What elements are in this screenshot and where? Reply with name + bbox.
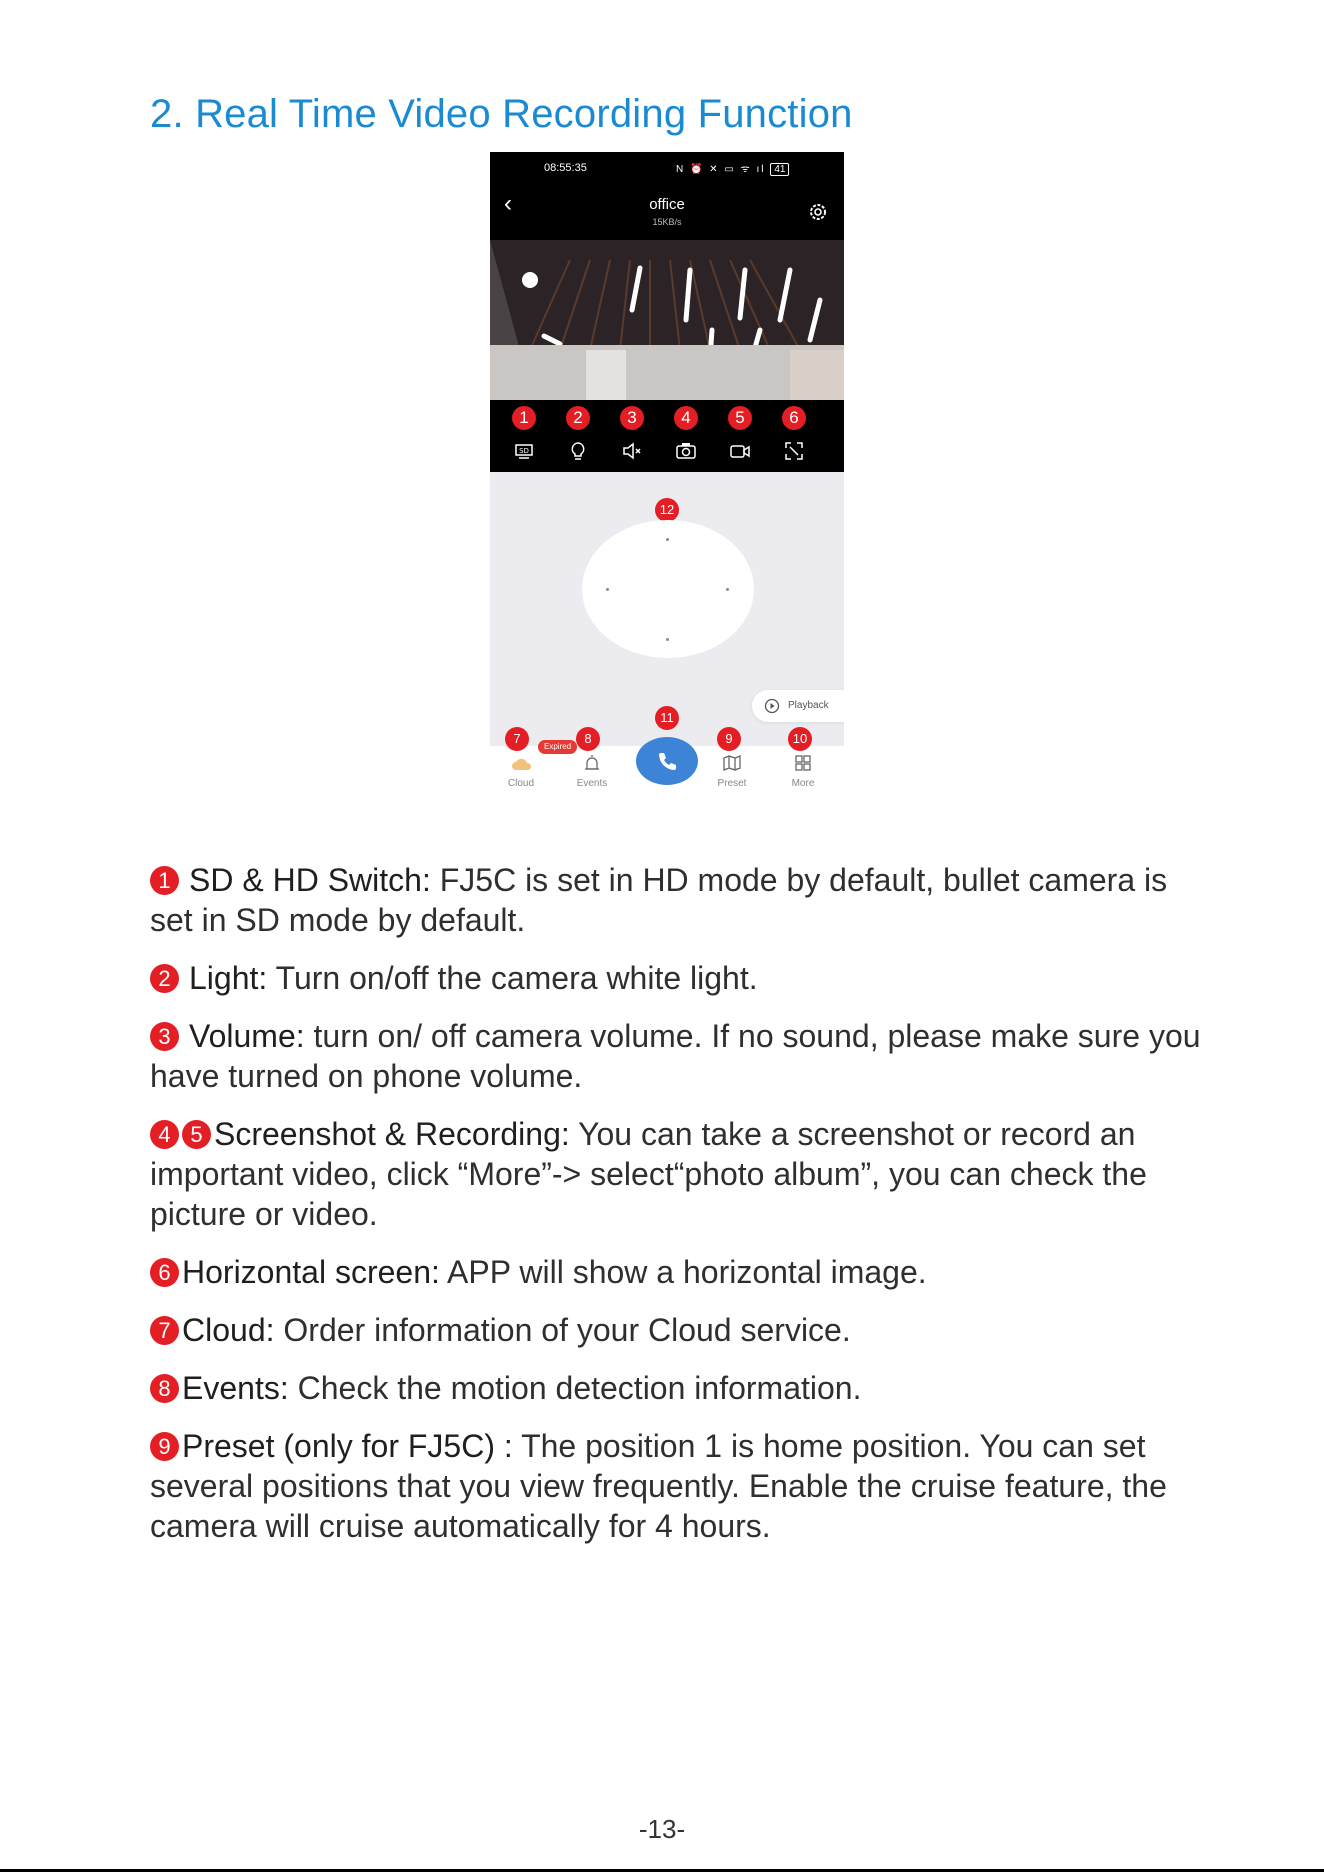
item-term: Preset (only for FJ5C) : — [182, 1428, 513, 1464]
ptz-left[interactable] — [606, 588, 609, 591]
item-cloud — [150, 1310, 1210, 1350]
feature-list — [150, 860, 1210, 1564]
item-number: 6 — [150, 1258, 179, 1287]
tab-cloud-label: Cloud — [507, 778, 535, 789]
item-text: Check the motion detection information. — [288, 1370, 862, 1406]
item-text: You can take a screenshot or record an important video, click “More”-> select“photo album”, you can check the picture or video. — [150, 1116, 1147, 1232]
ptz-right[interactable] — [726, 588, 729, 591]
sd-icon[interactable] — [513, 440, 535, 462]
camera-icon[interactable] — [675, 440, 697, 462]
marker-8: 8 — [576, 727, 600, 751]
item-number: 4 — [150, 1120, 179, 1149]
status-bar — [490, 152, 844, 182]
status-time: 08:55:35 — [544, 162, 587, 174]
control-bar — [490, 400, 844, 472]
live-video[interactable] — [490, 240, 844, 400]
mute-icon[interactable] — [621, 440, 643, 462]
item-light — [150, 958, 1210, 998]
ptz-control-pad[interactable] — [582, 520, 754, 658]
item-text: The position 1 is home position. You can set several positions that you view frequently. Enable the cruise feature, the camera will cruise automatically for 4 hours. — [150, 1428, 1167, 1544]
expired-badge: Expired — [538, 740, 577, 754]
item-term: Events: — [182, 1370, 289, 1406]
item-horizontal-screen — [150, 1252, 1210, 1292]
item-events — [150, 1368, 1210, 1408]
marker-1: 1 — [512, 406, 536, 430]
item-number: 8 — [150, 1374, 179, 1403]
tab-more-label: More — [791, 778, 815, 789]
item-text: Order information of your Cloud service. — [274, 1312, 851, 1348]
camera-name: office — [649, 196, 685, 213]
marker-10: 10 — [788, 727, 812, 751]
item-text: FJ5C is set in HD mode by default, bullet camera is set in SD mode by default. — [150, 862, 1168, 938]
cloud-icon — [511, 756, 533, 772]
item-term: SD & HD Switch: — [189, 862, 431, 898]
item-text: APP will show a horizontal image. — [439, 1254, 927, 1290]
playback-icon — [764, 698, 780, 714]
item-term: Screenshot & Recording: — [214, 1116, 570, 1152]
video-icon[interactable] — [729, 440, 751, 462]
item-text: turn on/ off camera volume. If no sound, please make sure you have turned on phone volume. — [150, 1018, 1201, 1094]
app-header — [490, 182, 844, 242]
tab-events-label: Events — [576, 778, 608, 789]
bulb-icon[interactable] — [567, 440, 589, 462]
map-icon — [722, 754, 742, 772]
phone-icon — [656, 750, 678, 772]
item-number: 7 — [150, 1316, 179, 1345]
item-volume — [150, 1016, 1210, 1096]
playback-label: Playback — [788, 700, 829, 711]
marker-12: 12 — [655, 498, 679, 522]
video-frame-image — [490, 240, 844, 400]
page-number: -13- — [638, 1814, 686, 1844]
ptz-down[interactable] — [666, 638, 669, 641]
item-term: Cloud: — [182, 1312, 275, 1348]
item-term: Volume: — [189, 1018, 305, 1054]
item-term: Light: — [189, 960, 268, 996]
item-number-2: 5 — [182, 1120, 211, 1149]
ptz-up[interactable] — [666, 538, 669, 541]
data-rate: 15KB/s — [652, 217, 682, 227]
call-button[interactable] — [636, 737, 698, 785]
tab-preset[interactable] — [704, 746, 760, 792]
battery-level: 41 — [770, 163, 789, 176]
status-icons: N ⏰ ✕ ▭ ᯤ ıl 41 — [676, 161, 789, 175]
tab-more[interactable] — [775, 746, 831, 792]
marker-7: 7 — [505, 727, 529, 751]
marker-11: 11 — [655, 706, 679, 730]
item-preset — [150, 1426, 1210, 1546]
marker-4: 4 — [674, 406, 698, 430]
fullscreen-icon[interactable] — [783, 440, 805, 462]
playback-button[interactable] — [752, 690, 844, 722]
marker-9: 9 — [717, 727, 741, 751]
item-text: Turn on/off the camera white light. — [267, 960, 758, 996]
tab-preset-label: Preset — [717, 778, 747, 789]
marker-3: 3 — [620, 406, 644, 430]
gear-icon[interactable] — [808, 202, 828, 222]
item-number: 2 — [150, 964, 179, 993]
section-heading: 2. Real Time Video Recording Function — [150, 92, 853, 136]
app-screenshot — [490, 152, 844, 792]
grid-icon — [793, 754, 813, 772]
marker-6: 6 — [782, 406, 806, 430]
item-term: Horizontal screen: — [182, 1254, 440, 1290]
item-number: 1 — [150, 866, 179, 895]
item-sd-hd-switch — [150, 860, 1210, 940]
marker-5: 5 — [728, 406, 752, 430]
back-button[interactable]: ‹ — [504, 190, 512, 217]
alarm-icon — [582, 754, 602, 772]
svg-text:SD: SD — [519, 447, 529, 455]
item-screenshot-recording — [150, 1114, 1210, 1234]
item-number: 9 — [150, 1432, 179, 1461]
item-number: 3 — [150, 1022, 179, 1051]
marker-2: 2 — [566, 406, 590, 430]
